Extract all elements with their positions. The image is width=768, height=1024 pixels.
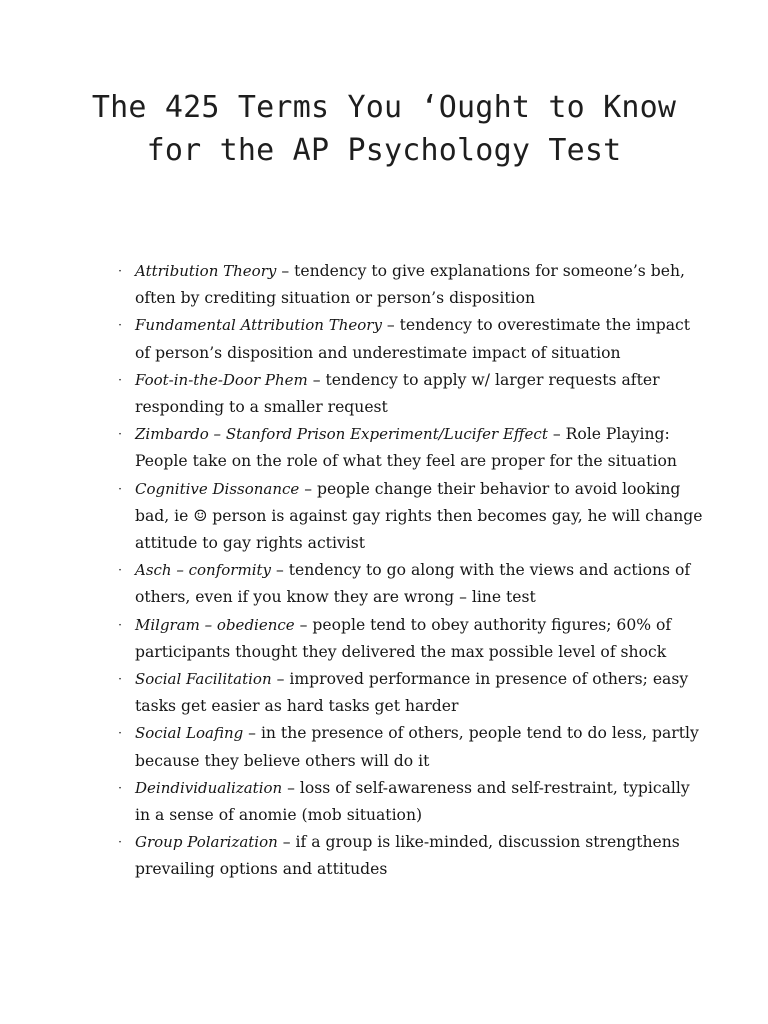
- term-item-deindividualization: [113, 775, 703, 829]
- bullet-icon: ·: [118, 835, 122, 850]
- term-definition: Role Playing: People take on the role of what they feel are proper for the situation: [135, 425, 677, 471]
- term-definition: tendency to give explanations for someone’s beh, often by crediting situation or person’s disposition: [135, 262, 685, 308]
- term-item-group-polarization: [113, 829, 703, 883]
- term-name: Asch – conformity: [135, 561, 271, 580]
- term-item-zimbardo: [113, 421, 703, 475]
- term-separator: –: [547, 425, 566, 444]
- term-separator: –: [243, 724, 261, 743]
- term-name: Deindividualization: [135, 778, 283, 797]
- term-separator: –: [381, 316, 400, 335]
- bullet-icon: ·: [118, 780, 122, 795]
- term-definition: tendency to go along with the views and actions of others, even if you know they are wrong – line test: [135, 561, 691, 607]
- bullet-icon: ·: [118, 481, 122, 496]
- document-title: The 425 Terms You ‘Ought to Know for the AP Psychology Test: [91, 90, 677, 168]
- bullet-icon: ·: [118, 264, 122, 278]
- term-definition: tendency to apply w/ larger requests after responding to a smaller request: [135, 370, 660, 417]
- term-definition: people change their behavior to avoid looking bad, ie ☺ person is against gay rights then becomes gay, he will change attitude to gay rights activist: [135, 479, 703, 553]
- term-name: Zimbardo – Stanford Prison Experiment/Lucifer Effect: [135, 425, 548, 444]
- term-item-social-loafing: [113, 720, 703, 774]
- term-name: Attribution Theory: [135, 262, 277, 280]
- term-separator: –: [277, 833, 296, 852]
- term-separator: –: [271, 670, 290, 689]
- term-definition: if a group is like-minded, discussion strengthens prevailing options and attitudes: [135, 833, 680, 879]
- term-item-foot-in-the-door: [113, 367, 703, 421]
- term-item-asch-conformity: [113, 557, 703, 611]
- bullet-icon: ·: [118, 563, 122, 578]
- term-definition: in the presence of others, people tend to do less, partly because they believe others will do it: [135, 724, 699, 770]
- term-name: Foot-in-the-Door Phem: [135, 370, 308, 389]
- bullet-icon: ·: [118, 372, 122, 387]
- term-item-social-facilitation: [113, 666, 703, 720]
- term-item-attribution-theory: [113, 258, 703, 312]
- bullet-icon: ·: [118, 318, 122, 333]
- term-item-cognitive-dissonance: [113, 476, 703, 558]
- term-name: Group Polarization: [135, 833, 278, 852]
- term-separator: –: [282, 778, 300, 797]
- term-separator: –: [276, 262, 295, 280]
- term-separator: –: [294, 615, 313, 634]
- bullet-icon: ·: [118, 617, 122, 632]
- bullet-icon: ·: [118, 726, 122, 741]
- term-name: Cognitive Dissonance: [135, 479, 300, 498]
- term-definition: improved performance in presence of others; easy tasks get easier as hard tasks get harder: [135, 670, 689, 716]
- term-item-fundamental-attribution-theory: [113, 312, 703, 366]
- term-name: Social Facilitation: [135, 670, 272, 689]
- bullet-icon: ·: [118, 427, 122, 442]
- term-separator: –: [271, 561, 289, 580]
- term-definition: tendency to overestimate the impact of person’s disposition and underestimate impact of situation: [135, 316, 691, 362]
- term-name: Milgram – obedience: [135, 615, 295, 634]
- term-name: Fundamental Attribution Theory: [135, 316, 382, 335]
- term-separator: –: [299, 479, 318, 498]
- term-item-milgram-obedience: [113, 612, 703, 666]
- bullet-icon: ·: [118, 672, 122, 687]
- term-definition: people tend to obey authority figures; 60% of participants thought they delivered the max possible level of shock: [135, 615, 672, 661]
- term-name: Social Loafing: [135, 724, 244, 743]
- term-definition: loss of self-awareness and self-restraint, typically in a sense of anomie (mob situation): [135, 778, 690, 825]
- term-list: [113, 258, 703, 884]
- term-separator: –: [307, 370, 326, 389]
